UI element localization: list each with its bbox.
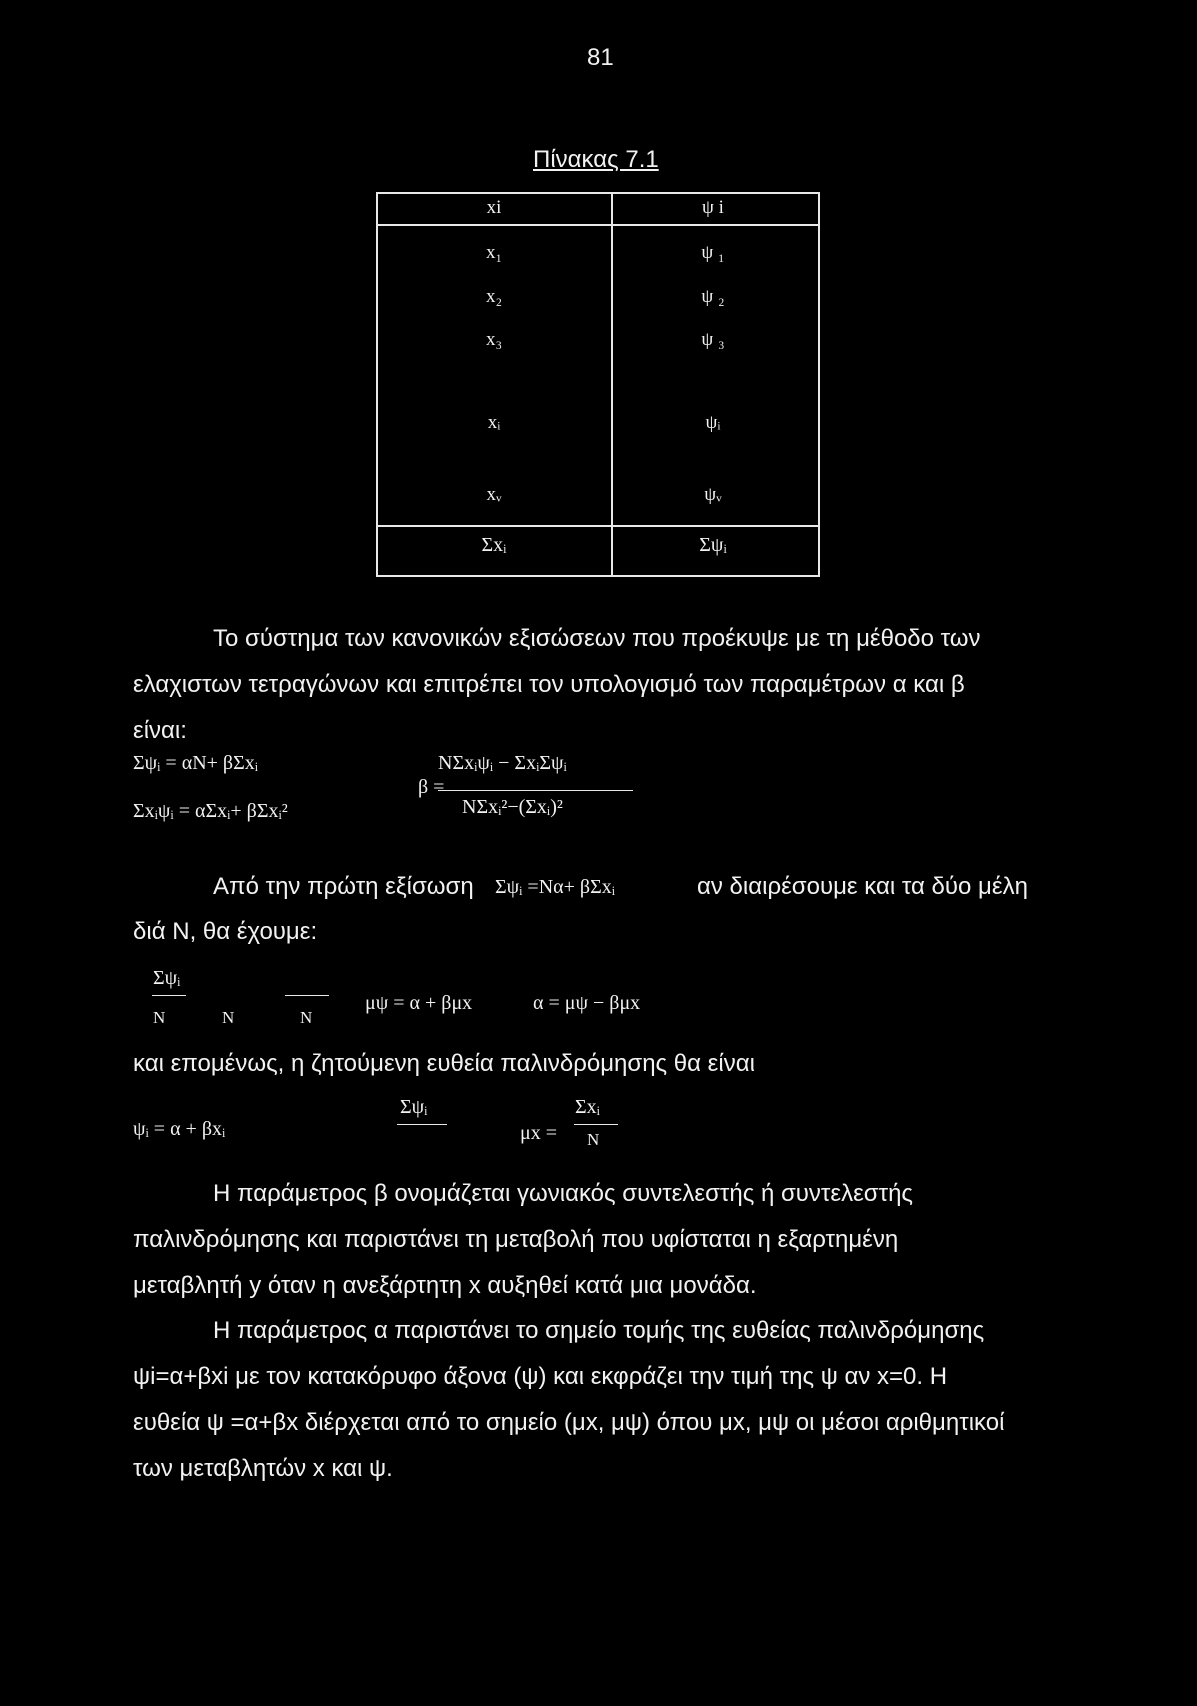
mean-x-numerator: Σxᵢ [575,1096,600,1118]
mean-psi-equation: μψ = α + βμx [365,992,473,1014]
normal-equation-1: Σψᵢ = αN+ βΣxᵢ [133,752,258,774]
paragraph-1-line-3: είναι: [133,717,187,744]
data-table [376,192,820,577]
table-cell: ψ ₁ [701,242,725,263]
beta-lhs: β = [418,776,445,798]
paragraph-5-line-4: των μεταβλητών x και ψ. [133,1455,393,1482]
mean-x-fraction-bar [574,1124,618,1125]
table-header-divider [378,224,818,226]
paragraph-2-formula: Σψᵢ =Nα+ βΣxᵢ [495,876,615,898]
table-cell: x₂ [485,286,503,307]
paragraph-2-intro: Από την πρώτη εξίσωση [213,873,474,900]
table-cell: x₁ [485,242,503,263]
regression-fraction-bar [397,1124,447,1125]
paragraph-4-line-3: μεταβλητή y όταν η ανεξάρτητη x αυξηθεί κατά μια μονάδα. [133,1272,757,1299]
page-number: 81 [587,44,614,71]
division-denominator-1: N [153,1008,166,1027]
paragraph-5-line-2: ψi=α+βxi με τον κατακόρυφο άξονα (ψ) και εκφράζει την τιμή της ψ αν x=0. Η [133,1363,948,1390]
table-header-psi: ψ i [702,197,724,218]
normal-equation-2: Σxᵢψᵢ = αΣxᵢ+ βΣxᵢ² [133,800,288,822]
table-cell: ψᵢ [705,412,721,433]
table-title: Πίνακας 7.1 [533,146,659,173]
division-denominator-3: N [300,1008,313,1027]
paragraph-3: και επομένως, η ζητούμενη ευθεία παλινδρόμησης θα είναι [133,1050,755,1077]
mean-x-lhs: μx = [520,1122,558,1144]
paragraph-1-line-2: ελαχιστων τετραγώνων και επιτρέπει τον υπολογισμό των παραμέτρων α και β [133,671,965,698]
beta-numerator: NΣxᵢψᵢ − ΣxᵢΣψᵢ [438,752,567,774]
paragraph-4-line-2: παλινδρόμησης και παριστάνει τη μεταβολή που υφίσταται η εξαρτημένη [133,1226,899,1253]
division-fraction-bar [152,995,186,996]
table-cell: xᵢ [487,412,501,433]
paragraph-2-tail: αν διαιρέσουμε και τα δύο μέλη [697,873,1028,900]
table-column-divider [611,194,613,575]
table-cell: ψ ₂ [701,286,725,307]
mean-x-denominator: N [587,1130,600,1149]
division-fraction-bar-2 [285,995,329,996]
table-header-x: xi [486,197,502,218]
table-footer-divider [378,525,818,527]
table-cell: ψᵥ [704,484,722,505]
division-numerator: Σψᵢ [153,967,181,989]
division-denominator-2: N [222,1008,235,1027]
table-footer-sum-psi: Σψᵢ [699,534,727,556]
paragraph-5-line-1: Η παράμετρος α παριστάνει το σημείο τομής της ευθείας παλινδρόμησης [213,1317,985,1344]
beta-fraction-bar [438,790,633,791]
alpha-equation: α = μψ − βμx [533,992,641,1014]
regression-sum-psi: Σψᵢ [400,1096,428,1118]
table-cell: xᵥ [486,484,502,505]
table-cell: x₃ [485,329,503,350]
table-footer-sum-x: Σxᵢ [481,534,507,556]
regression-line-equation: ψᵢ = α + βxᵢ [133,1118,226,1140]
paragraph-1-line-1: Το σύστημα των κανονικών εξισώσεων που προέκυψε με τη μέθοδο των [213,625,981,652]
paragraph-5-line-3: ευθεία ψ =α+βx διέρχεται από το σημείο (μx, μψ) όπου μx, μψ οι μέσοι αριθμητικοί [133,1409,1005,1436]
paragraph-4-line-1: Η παράμετρος β ονομάζεται γωνιακός συντελεστής ή συντελεστής [213,1180,913,1207]
table-cell: ψ ₃ [701,329,725,350]
paragraph-2-line-2: διά Ν, θα έχουμε: [133,918,318,945]
beta-denominator: NΣxᵢ²−(Σxᵢ)² [462,796,563,818]
